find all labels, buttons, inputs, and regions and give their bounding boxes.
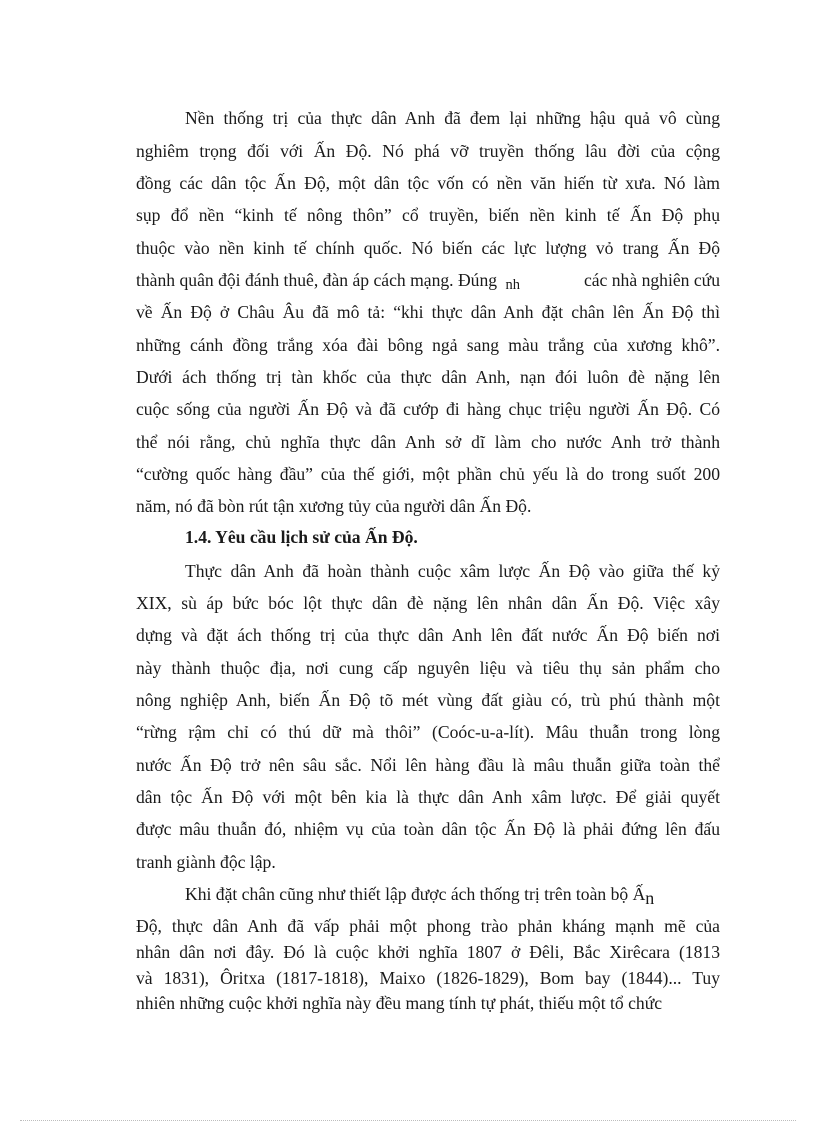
text-line: nhiên những cuộc khởi nghĩa này đều mang tính tự phát, thiếu một tổ chức: [136, 993, 663, 1013]
text-line: về Ấn Độ ở Châu Âu đã mô tả: “khi thực dân Anh đặt chân lên Ấn Độ thì: [136, 302, 720, 322]
text-line: và 1831), Ôritxa (1817-1818), Maixo (1826-1829), Bom bay (1844)... Tuy: [136, 968, 720, 988]
text-fragment: các nhà nghiên cứu: [583, 270, 720, 290]
text-line: tranh giành độc lập.: [136, 852, 276, 872]
text-line: thuộc vào nền kinh tế chính quốc. Nó biến các lực lượng vỏ trang Ấn Độ: [136, 238, 720, 258]
text-line: [136, 268, 720, 292]
text-line: Dưới ách thống trị tàn khốc của thực dân Anh, nạn đói luôn đè nặng lên: [136, 367, 720, 387]
text-line: dựng và đặt ách thống trị của thực dân Anh lên đất nước Ấn Độ biến nơi: [136, 625, 720, 645]
text-line: được mâu thuẫn đó, nhiệm vụ của toàn dân tộc Ấn Độ là phải đứng lên đấu: [136, 819, 720, 839]
section-heading: 1.4. Yêu cầu lịch sử của Ấn Độ.: [185, 527, 418, 547]
text-line: những cánh đồng trắng xóa đài bông ngả sang màu trắng của xương khô”.: [136, 335, 720, 355]
text-line: Độ, thực dân Anh đã vấp phải một phong trào phản kháng mạnh mẽ của: [136, 916, 720, 936]
text-fragment: thành quân đội đánh thuê, đàn áp cách mạng. Đúng: [136, 270, 498, 290]
text-line: nghiêm trọng đối với Ấn Độ. Nó phá vỡ truyền thống lâu đời của cộng: [136, 141, 720, 161]
text-line: XIX, sù áp bức bóc lột thực dân đè nặng lên nhân dân Ấn Độ. Việc xây: [136, 593, 720, 613]
text-line: đồng các dân tộc Ấn Độ, một dân tộc vốn có nền văn hiến từ xưa. Nó làm: [136, 173, 720, 193]
text-line: nông nghiệp Anh, biến Ấn Độ tõ mét vùng đất giàu có, trù phú thành một: [136, 690, 720, 710]
text-line: năm, nó đã bòn rút tận xương tủy của người dân Ấn Độ.: [136, 496, 532, 516]
text-line: [185, 882, 720, 906]
text-line: “rừng rậm chỉ có thú dữ mà thôi” (Coóc-u-a-lít). Mâu thuẫn trong lòng: [136, 722, 720, 742]
text-line: “cường quốc hàng đầu” của thế giới, một phần chủ yếu là do trong suốt 200: [136, 464, 720, 484]
text-fragment: Khi đặt chân cũng như thiết lập được ách thống trị trên toàn bộ Ấ: [185, 884, 646, 904]
text-line: Thực dân Anh đã hoàn thành cuộc xâm lược Ấn Độ vào giữa thế kỷ: [185, 561, 720, 581]
text-line: nhân dân nơi đây. Đó là cuộc khởi nghĩa 1807 ở Đêli, Bắc Xirêcara (1813: [136, 942, 720, 962]
text-line: nước Ấn Độ trở nên sâu sắc. Nổi lên hàng đầu là mâu thuẫn giữa toàn thể: [136, 755, 720, 775]
text-line: dân tộc Ấn Độ với một bên kia là thực dân Anh xâm lược. Để giải quyết: [136, 787, 720, 807]
text-line: sụp đổ nền “kinh tế nông thôn” cổ truyền, biến nền kinh tế Ấn Độ phụ: [136, 205, 720, 225]
text-line: Nền thống trị của thực dân Anh đã đem lại những hậu quả vô cùng: [185, 108, 720, 128]
text-fragment-lowered: nh: [505, 277, 520, 293]
text-line: này thành thuộc địa, nơi cung cấp nguyên liệu và tiêu thụ sản phẩm cho: [136, 658, 720, 678]
page-bottom-rule: [20, 1120, 796, 1121]
text-line: thể nói rằng, chủ nghĩa thực dân Anh sở dĩ làm cho nước Anh trở thành: [136, 432, 720, 452]
text-line: cuộc sống của người Ấn Độ và đã cướp đi hàng chục triệu người Ấn Độ. Có: [136, 399, 720, 419]
text-fragment-lowered: n: [645, 888, 655, 908]
